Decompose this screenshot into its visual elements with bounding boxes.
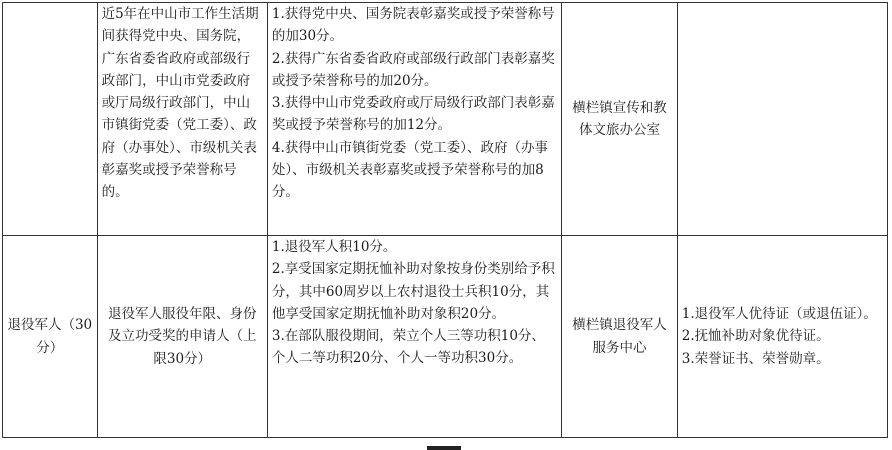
table-row xyxy=(3,3,888,236)
scoring-cell xyxy=(267,3,561,236)
scoring-item: 1.获得党中央、国务院表彰嘉奖或授予荣誉称号的加30分。 xyxy=(271,6,555,45)
scoring-item: 3.获得中山市党委政府或厅局级行政部门表彰嘉奖或授予荣誉称号的加12分。 xyxy=(271,95,555,134)
conditions-cell: 退役军人服役年限、身份及立功受奖的申请人（上限30分） xyxy=(97,236,267,438)
category-cell: 退役军人（30分） xyxy=(3,236,98,438)
category-cell xyxy=(3,3,98,236)
conditions-cell: 近5年在中山市工作生活期间获得党中央、国务院，广东省委省政府或部级行政部门，中山市党委政府或厅局级行政部门，中山市镇街党委（党工委）、政府（办事处）、市级机关表彰嘉奖或授予荣誉称号的。 xyxy=(97,3,267,236)
office-cell: 横栏镇宣传和教体文旅办公室 xyxy=(562,3,678,236)
materials-item: 2.抚恤补助对象优待证。 xyxy=(681,328,830,345)
scoring-item: 2.享受国家定期抚恤补助对象按身份类别给予积分，其中60周岁以上农村退役士兵积10分，其他享受国家定期抚恤补助对象积20分。 xyxy=(271,261,555,322)
scoring-item: 4.获得中山市镇街党委（党工委）、政府（办事处）、市级机关表彰嘉奖或授予荣誉称号的加8分。 xyxy=(271,139,548,201)
scoring-item: 2.获得广东省委省政府或部级行政部门表彰嘉奖或授予荣誉称号的加20分。 xyxy=(271,50,555,89)
materials-item: 3.荣誉证书、荣誉勋章。 xyxy=(681,350,830,367)
materials-cell xyxy=(677,236,887,438)
page-mark xyxy=(427,446,461,450)
scoring-cell xyxy=(267,236,561,438)
materials-cell xyxy=(677,3,887,236)
policy-table xyxy=(2,2,888,438)
office-cell: 横栏镇退役军人服务中心 xyxy=(562,236,678,438)
table-row xyxy=(3,236,888,438)
materials-item: 1.退役军人优待证（或退伍证）。 xyxy=(681,306,877,323)
scoring-item: 1.退役军人积10分。 xyxy=(271,239,397,255)
scoring-item: 3.在部队服役期间，荣立个人三等功积10分、个人二等功积20分、个人一等功积30分。 xyxy=(271,328,545,367)
